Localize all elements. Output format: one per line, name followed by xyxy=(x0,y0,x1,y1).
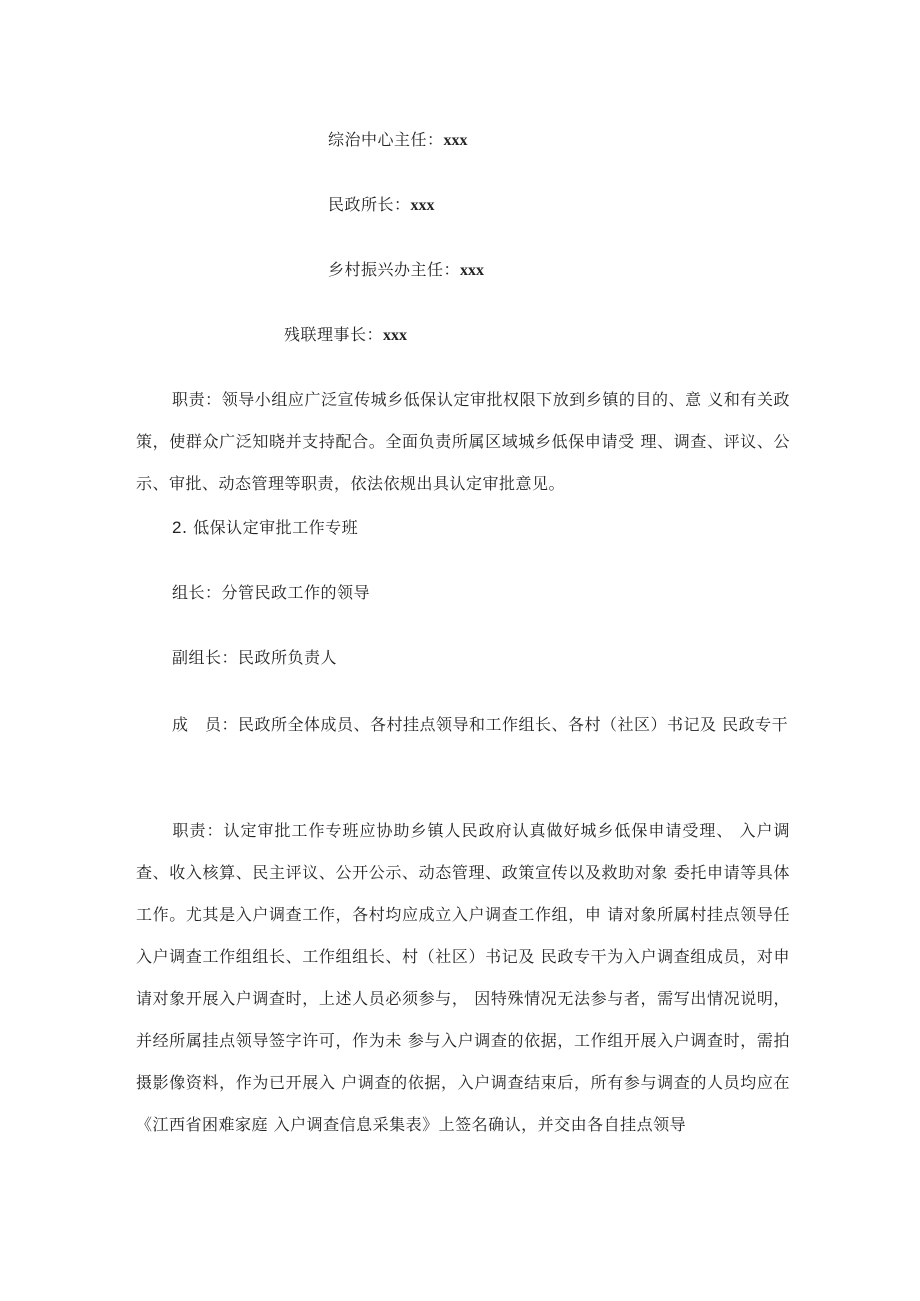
duty-paragraph-1 xyxy=(136,379,790,505)
members-paragraph xyxy=(136,700,790,750)
duty-paragraph-2 xyxy=(136,810,790,1146)
member-line-1 xyxy=(328,130,468,151)
member-label: 民政所长： xyxy=(328,195,411,214)
duty-text-2: 职责：认定审批工作专班应协助乡镇人民政府认真做好城乡低保申请受理、 入户调查、收入核算、民主评议、公开公示、动态管理、政策宣传以及救助对象 委托申请等具体工作。尤其是入户调查工作，各村均应成立入户调查工作组，申 请对象所属村挂点领导任入户调查工作组组长、工作组组长、村（社区）书记及 民政专干为入户调查组成员，对申请对象开展入户调查时，上述人员必须参与， 因特殊情况无法参与者，需写出情况说明，并经所属挂点领导签字许可，作为未 参与入户调查的依据，工作组开展入户调查时，需拍摄影像资料，作为已开展入 户调查的依据，入户调查结束后，所有参与调查的人员均应在《江西省困难家庭 入户调查信息采集表》上签名确认，并交由各自挂点领导 xyxy=(136,821,790,1134)
member-line-3 xyxy=(328,260,484,281)
section-number: 2 xyxy=(172,518,182,537)
member-name: xxx xyxy=(443,132,468,149)
member-label: 乡村振兴办主任： xyxy=(328,260,461,279)
member-label: 残联理事长： xyxy=(284,325,384,344)
group-leader-line: 组长：分管民政工作的领导 xyxy=(172,583,371,602)
members-text: 成 员：民政所全体成员、各村挂点领导和工作组长、各村（社区）书记及 民政专干 xyxy=(172,715,789,734)
member-line-2 xyxy=(328,195,435,216)
member-name: xxx xyxy=(383,327,408,344)
member-line-4 xyxy=(284,325,407,346)
deputy-leader-line: 副组长：民政所负责人 xyxy=(172,648,338,667)
member-name: xxx xyxy=(460,262,485,279)
section-title: . 低保认定审批工作专班 xyxy=(181,518,359,537)
member-name: xxx xyxy=(410,197,435,214)
member-label: 综治中心主任： xyxy=(328,130,444,149)
duty-text-1: 职责：领导小组应广泛宣传城乡低保认定审批权限下放到乡镇的目的、意 义和有关政策，使群众广泛知晓并支持配合。全面负责所属区域城乡低保申请受 理、调查、评议、公示、审批、动态管理等职责，依法依规出具认定审批意见。 xyxy=(136,390,790,493)
section-heading-2 xyxy=(172,518,358,538)
